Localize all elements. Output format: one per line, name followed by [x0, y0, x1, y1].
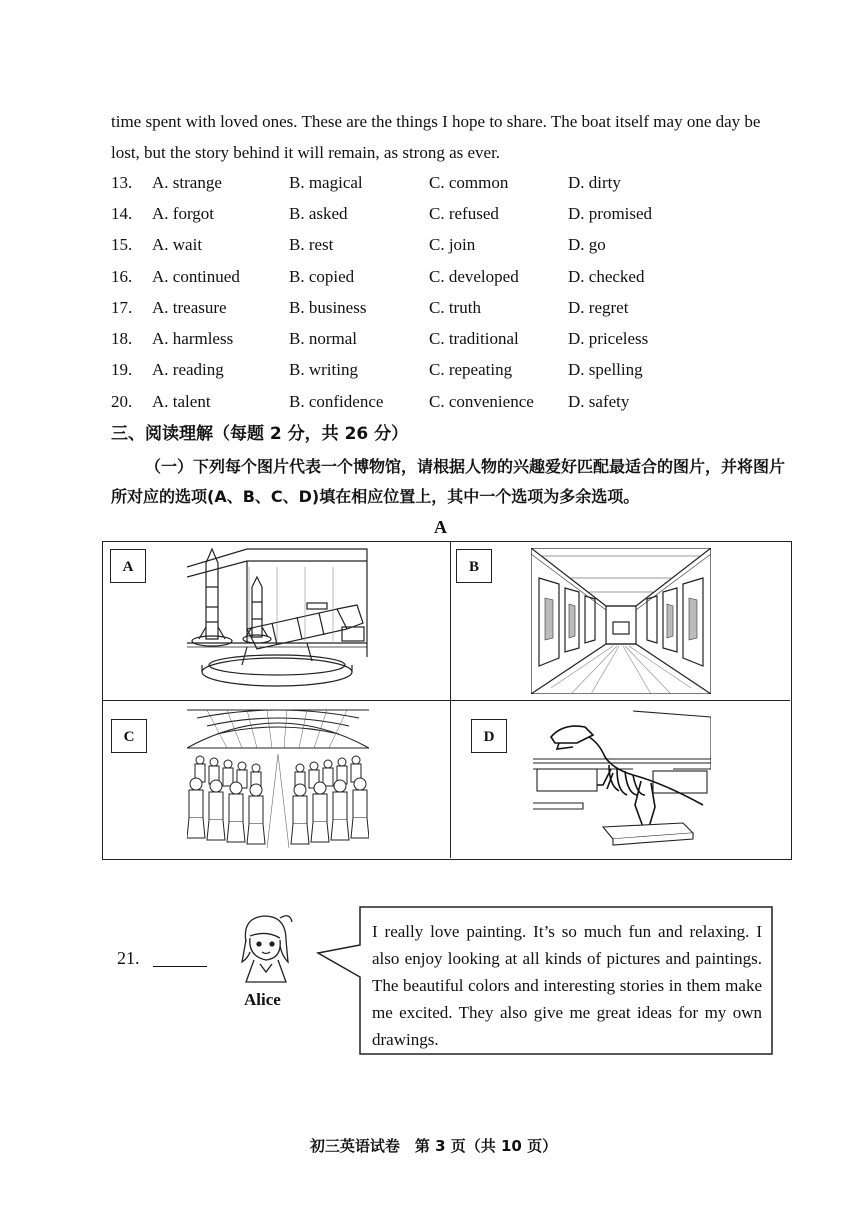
option-b: B. normal	[289, 329, 357, 348]
option-b: B. confidence	[289, 392, 384, 411]
museum-picture-grid	[102, 541, 792, 860]
person-name: Alice	[244, 990, 281, 1009]
option-letter: D	[471, 719, 507, 753]
option-row	[111, 169, 811, 197]
picture-cell-c	[103, 701, 451, 858]
option-c: C. traditional	[429, 329, 519, 348]
option-a: A. reading	[152, 360, 224, 379]
option-c: C. refused	[429, 204, 499, 223]
option-row	[111, 231, 811, 259]
girl-avatar-icon	[236, 912, 296, 992]
answer-blank[interactable]	[153, 966, 207, 967]
section-title: 三、阅读理解（每题 2 分，共 26 分）	[111, 424, 409, 444]
option-b: B. asked	[289, 204, 348, 223]
option-letter: C	[111, 719, 147, 753]
option-row	[111, 388, 811, 416]
option-b: B. business	[289, 298, 367, 317]
option-c: C. convenience	[429, 392, 534, 411]
question-number: 18.	[111, 329, 133, 348]
question-number: 15.	[111, 235, 133, 254]
option-d: D. checked	[568, 267, 645, 286]
option-b: B. writing	[289, 360, 358, 379]
option-c: C. truth	[429, 298, 481, 317]
question-number: 14.	[111, 204, 133, 223]
option-row	[111, 325, 811, 353]
art-gallery-hall-icon	[531, 548, 711, 694]
option-row	[111, 263, 811, 291]
question-number: 17.	[111, 298, 133, 317]
option-c: C. join	[429, 235, 476, 254]
option-row	[111, 294, 811, 322]
option-d: D. go	[568, 235, 606, 254]
question-21-number: 21.	[117, 948, 140, 968]
option-b: B. rest	[289, 235, 334, 254]
option-d: D. safety	[568, 392, 630, 411]
page-footer: 初三英语试卷 第 3 页（共 10 页）	[309, 1137, 558, 1155]
terracotta-warriors-icon	[187, 708, 369, 850]
option-d: D. spelling	[568, 360, 643, 379]
option-b: B. magical	[289, 173, 363, 192]
passage-ending: time spent with loved ones. These are the things I hope to share. The boat itself may one day be lost, but the story behind it will remain, as strong as ever.	[111, 112, 761, 162]
option-a: A. strange	[152, 173, 222, 192]
picture-cell-a	[103, 542, 451, 701]
option-letter: B	[456, 549, 492, 583]
picture-cell-b	[451, 542, 790, 701]
option-row	[111, 356, 811, 384]
option-letter: A	[110, 549, 146, 583]
instruction-text: （一）下列每个图片代表一个博物馆，请根据人物的兴趣爱好匹配最适合的图片，并将图片所对应的选项(A、B、C、D)填在相应位置上，其中一个选项为多余选项。	[111, 457, 786, 506]
option-d: D. promised	[568, 204, 653, 223]
option-a: A. forgot	[152, 204, 215, 223]
picture-cell-d	[451, 701, 790, 858]
option-b: B. copied	[289, 267, 355, 286]
question-number: 20.	[111, 392, 133, 411]
option-a: A. talent	[152, 392, 211, 411]
option-c: C. common	[429, 173, 509, 192]
option-c: C. repeating	[429, 360, 513, 379]
dinosaur-skeleton-icon	[533, 709, 711, 851]
option-d: D. regret	[568, 298, 629, 317]
question-number: 13.	[111, 173, 133, 192]
option-a: A. continued	[152, 267, 240, 286]
speech-text: I really love painting. It’s so much fun and relaxing. I also enjoy looking at all kinds of pictures and paintings. The beautiful colors and interesting stories in them make me excited. They also give me great ideas for my own drawings.	[372, 922, 762, 1049]
option-a: A. wait	[152, 235, 203, 254]
grid-heading: A	[434, 517, 447, 537]
option-d: D. dirty	[568, 173, 621, 192]
option-row	[111, 200, 811, 228]
question-number: 19.	[111, 360, 133, 379]
question-number: 16.	[111, 267, 133, 286]
space-museum-rockets-icon	[187, 547, 369, 695]
option-d: D. priceless	[568, 329, 649, 348]
option-a: A. treasure	[152, 298, 227, 317]
option-a: A. harmless	[152, 329, 234, 348]
option-c: C. developed	[429, 267, 519, 286]
